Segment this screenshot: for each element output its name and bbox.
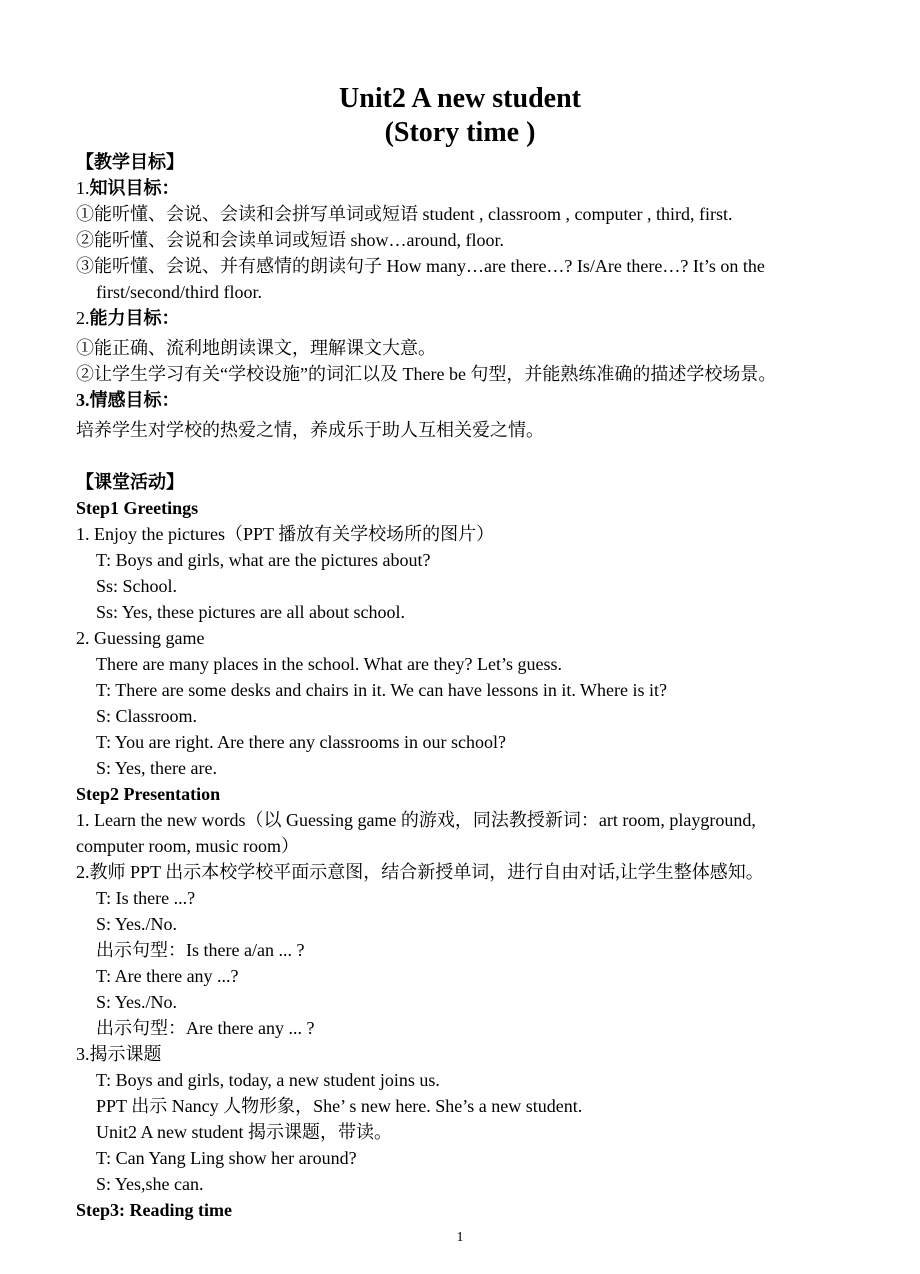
step2-line: S: Yes./No. (96, 992, 178, 1012)
step1-line: Ss: Yes, these pictures are all about school. (96, 602, 405, 622)
activities-heading: 【课堂活动】 (76, 472, 184, 492)
step1-line: S: Classroom. (96, 706, 198, 726)
emotion-heading: 3.情感目标： (76, 390, 180, 410)
knowledge-heading-text: 知识目标： (89, 178, 180, 198)
knowledge-heading-number: 1. (76, 178, 90, 198)
step1-line: S: Yes, there are. (96, 758, 217, 778)
ability-heading (76, 305, 180, 331)
ability-heading-text: 能力目标： (89, 308, 180, 328)
title-line-2: (Story time ) (384, 117, 536, 148)
knowledge-item: ②能听懂、会说和会读单词或短语 show…around, floor. (76, 230, 504, 250)
step2-line: T: Is there ...? (96, 888, 196, 908)
emotion-text: 培养学生对学校的热爱之情，养成乐于助人互相关爱之情。 (76, 420, 544, 440)
step2-line: 2.教师 PPT 出示本校学校平面示意图，结合新授单词，进行自由对话,让学生整体感知。 (76, 862, 764, 882)
knowledge-item: ③能听懂、会说、并有感情的朗读句子 How many…are there…? Is/Are there…? It’s on the (76, 256, 765, 276)
page-number: 1 (456, 1230, 464, 1245)
step1-line: 2. Guessing game (76, 628, 205, 648)
knowledge-item: ①能听懂、会说、会读和会拼写单词或短语 student , classroom , computer , third, first. (76, 204, 733, 224)
step2-heading: Step2 Presentation (76, 784, 221, 804)
step1-line: Ss: School. (96, 576, 178, 596)
step2-line: T: Are there any ...? (96, 966, 239, 986)
step2-line: T: Can Yang Ling show her around? (96, 1148, 357, 1168)
step3-heading: Step3: Reading time (76, 1200, 232, 1220)
step2-line: S: Yes,she can. (96, 1174, 204, 1194)
step2-line: computer room, music room） (76, 836, 299, 856)
step1-heading: Step1 Greetings (76, 498, 199, 518)
step1-line: 1. Enjoy the pictures（PPT 播放有关学校场所的图片） (76, 524, 495, 544)
title-line-1: Unit2 A new student (339, 83, 581, 114)
step1-line: T: You are right. Are there any classrooms in our school? (96, 732, 507, 752)
step2-line: 3.揭示课题 (76, 1044, 162, 1064)
ability-item: ①能正确、流利地朗读课文，理解课文大意。 (76, 338, 436, 358)
ability-item: ②让学生学习有关“学校设施”的词汇以及 There be 句型，并能熟练准确的描述学校场景。 (76, 364, 777, 384)
knowledge-heading (76, 175, 180, 201)
step2-line: 1. Learn the new words（以 Guessing game 的游戏，同法教授新词：art room, playground, (76, 810, 756, 830)
step2-line: PPT 出示 Nancy 人物形象，She’ s new here. She’s a new student. (96, 1096, 583, 1116)
objectives-heading: 【教学目标】 (76, 152, 184, 172)
step2-line: T: Boys and girls, today, a new student joins us. (96, 1070, 440, 1090)
step1-line: T: There are some desks and chairs in it. We can have lessons in it. Where is it? (96, 680, 667, 700)
step2-line: 出示句型：Are there any ... ? (96, 1018, 315, 1038)
step1-line: T: Boys and girls, what are the pictures about? (96, 550, 431, 570)
step2-line: Unit2 A new student 揭示课题，带读。 (96, 1122, 392, 1142)
ability-heading-number: 2. (76, 308, 90, 328)
step1-line: There are many places in the school. What are they? Let’s guess. (96, 654, 562, 674)
knowledge-item-continued: first/second/third floor. (96, 282, 262, 302)
step2-line: 出示句型：Is there a/an ... ? (96, 940, 305, 960)
step2-line: S: Yes./No. (96, 914, 178, 934)
